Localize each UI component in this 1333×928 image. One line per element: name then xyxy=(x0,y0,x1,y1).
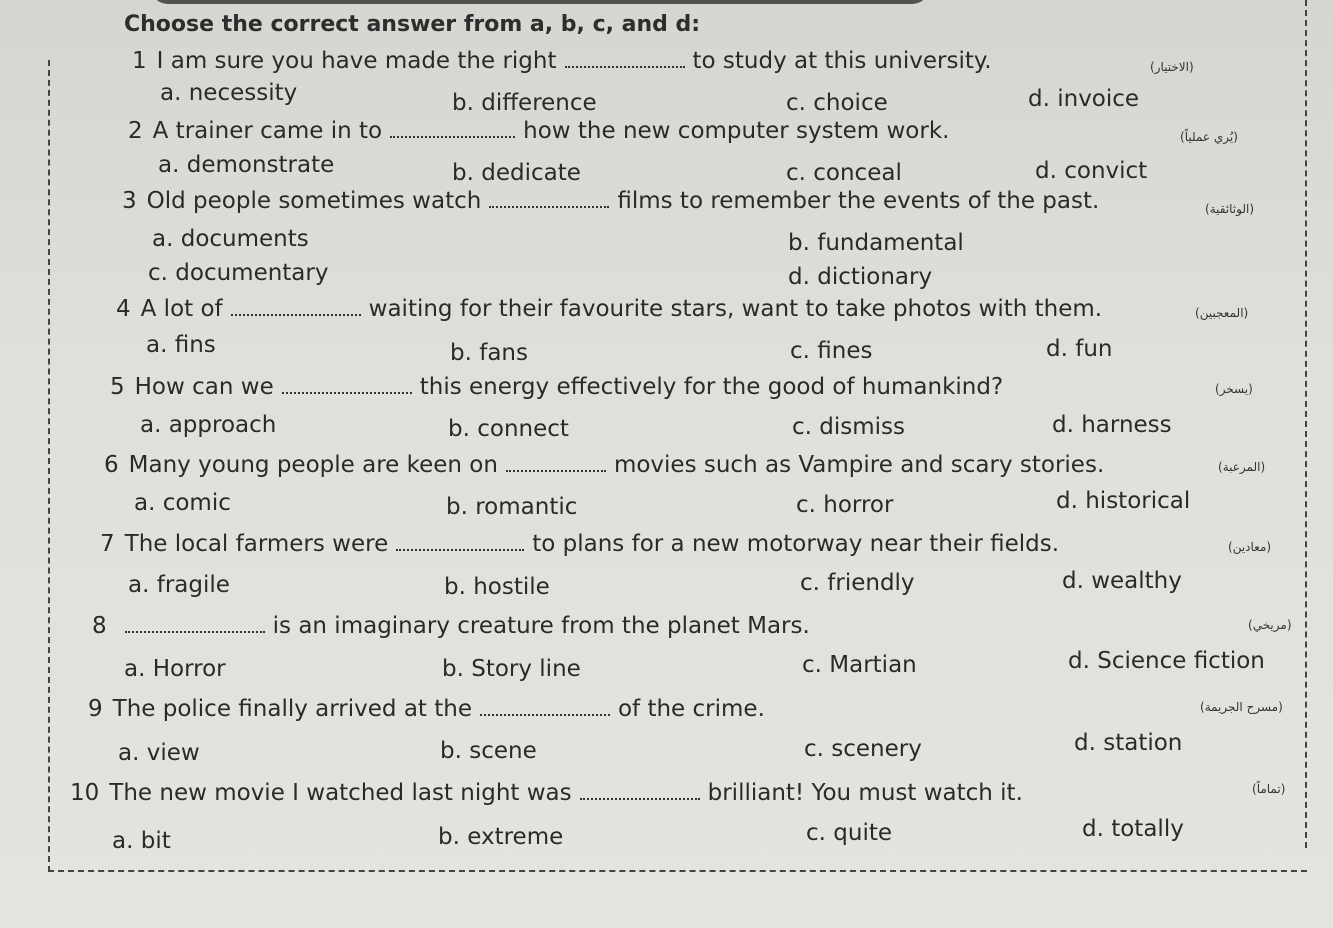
question-text-after: brilliant! You must watch it. xyxy=(707,780,1023,806)
answer-blank xyxy=(580,798,700,800)
answer-blank xyxy=(125,631,265,633)
option-d: d. historical xyxy=(1056,488,1191,514)
arabic-hint: (المرعبة) xyxy=(1218,460,1266,474)
option-a: a. fins xyxy=(146,332,216,358)
arabic-hint: (المعجبين) xyxy=(1195,306,1249,320)
option-a: a. necessity xyxy=(160,80,298,106)
question-text-after: is an imaginary creature from the planet Mars. xyxy=(272,613,810,639)
answer-blank xyxy=(396,549,524,551)
question-text-after: to study at this university. xyxy=(692,48,992,74)
arabic-hint: (يسخر) xyxy=(1215,382,1253,396)
question-text-after: this energy effectively for the good of humankind? xyxy=(419,374,1004,400)
option-b: b. extreme xyxy=(438,824,564,850)
question-text-before: The new movie I watched last night was xyxy=(109,780,572,806)
question-text-before: A lot of xyxy=(140,296,223,322)
option-c: c. choice xyxy=(786,90,888,116)
option-c: c. scenery xyxy=(804,736,922,762)
arabic-hint: (يُري عملياً) xyxy=(1180,130,1238,144)
question-6 xyxy=(104,452,1104,478)
arabic-hint: (معادين) xyxy=(1228,540,1272,554)
option-d: d. Science fiction xyxy=(1068,648,1265,674)
option-c: c. documentary xyxy=(148,260,329,286)
title-banner-fragment xyxy=(150,0,930,4)
question-text-after: to plans for a new motorway near their fields. xyxy=(532,531,1060,557)
option-d: d. dictionary xyxy=(788,264,933,290)
answer-blank xyxy=(282,392,412,394)
option-b: b. Story line xyxy=(442,656,581,682)
question-number: 4 xyxy=(116,296,131,322)
question-4 xyxy=(116,296,1102,322)
option-b: b. scene xyxy=(440,738,537,764)
option-b: b. difference xyxy=(452,90,597,116)
option-d: d. harness xyxy=(1052,412,1172,438)
option-b: b. fundamental xyxy=(788,230,964,256)
dashed-border-bottom xyxy=(48,870,1307,872)
question-text-before: How can we xyxy=(134,374,274,400)
question-text-after: films to remember the events of the past. xyxy=(617,188,1100,214)
question-text-after: movies such as Vampire and scary stories. xyxy=(613,452,1105,478)
question-number: 9 xyxy=(88,696,103,722)
question-number: 7 xyxy=(100,531,115,557)
question-2 xyxy=(128,118,949,144)
option-a: a. Horror xyxy=(124,656,226,682)
option-d: d. fun xyxy=(1046,336,1113,362)
question-text-before: Old people sometimes watch xyxy=(146,188,482,214)
question-1 xyxy=(132,48,992,74)
question-10 xyxy=(70,780,1023,806)
option-a: a. view xyxy=(118,740,200,766)
arabic-hint: (مسرح الجريمة) xyxy=(1200,700,1283,714)
question-number: 8 xyxy=(92,613,107,639)
question-number: 2 xyxy=(128,118,143,144)
option-c: c. friendly xyxy=(800,570,915,596)
answer-blank xyxy=(480,714,610,716)
question-text-before: The local farmers were xyxy=(124,531,389,557)
question-7 xyxy=(100,531,1059,557)
option-c: c. fines xyxy=(790,338,873,364)
option-b: b. hostile xyxy=(444,574,550,600)
option-b: b. dedicate xyxy=(452,160,581,186)
question-number: 6 xyxy=(104,452,119,478)
answer-blank xyxy=(565,66,685,68)
question-number: 10 xyxy=(70,780,100,806)
question-5 xyxy=(110,374,1003,400)
option-d: d. invoice xyxy=(1028,86,1140,112)
answer-blank xyxy=(390,136,515,138)
option-d: d. totally xyxy=(1082,816,1184,842)
question-text-after: how the new computer system work. xyxy=(523,118,950,144)
answer-blank xyxy=(506,470,606,472)
option-d: d. convict xyxy=(1035,158,1148,184)
option-d: d. station xyxy=(1074,730,1183,756)
question-number: 3 xyxy=(122,188,137,214)
question-3 xyxy=(122,188,1099,214)
dashed-border-left xyxy=(48,60,50,872)
option-a: a. documents xyxy=(152,226,309,252)
question-9 xyxy=(88,696,765,722)
arabic-hint: (تماماً) xyxy=(1252,782,1286,796)
option-c: c. Martian xyxy=(802,652,917,678)
option-c: c. dismiss xyxy=(792,414,906,440)
question-text-before: The police finally arrived at the xyxy=(112,696,472,722)
answer-blank xyxy=(231,314,361,316)
question-text-before: A trainer came in to xyxy=(152,118,383,144)
dashed-border-right xyxy=(1305,0,1307,848)
option-c: c. quite xyxy=(806,820,893,846)
answer-blank xyxy=(489,206,609,208)
question-number: 5 xyxy=(110,374,125,400)
option-a: a. demonstrate xyxy=(158,152,335,178)
option-a: a. bit xyxy=(112,828,171,854)
question-number: 1 xyxy=(132,48,147,74)
option-d: d. wealthy xyxy=(1062,568,1182,594)
option-a: a. fragile xyxy=(128,572,230,598)
option-c: c. conceal xyxy=(786,160,902,186)
question-text-after: of the crime. xyxy=(617,696,765,722)
arabic-hint: (الاختيار) xyxy=(1150,60,1194,74)
option-a: a. comic xyxy=(134,490,231,516)
option-b: b. connect xyxy=(448,416,569,442)
question-8 xyxy=(92,613,810,639)
option-a: a. approach xyxy=(140,412,277,438)
question-text-before: I am sure you have made the right xyxy=(156,48,557,74)
arabic-hint: (الوثائقية) xyxy=(1205,202,1255,216)
arabic-hint: (مريخي) xyxy=(1248,618,1292,632)
instruction-heading: Choose the correct answer from a, b, c, and d: xyxy=(124,12,701,37)
question-text-before: Many young people are keen on xyxy=(128,452,498,478)
option-b: b. fans xyxy=(450,340,528,366)
question-text-after: waiting for their favourite stars, want to take photos with them. xyxy=(368,296,1103,322)
option-c: c. horror xyxy=(796,492,894,518)
option-b: b. romantic xyxy=(446,494,578,520)
